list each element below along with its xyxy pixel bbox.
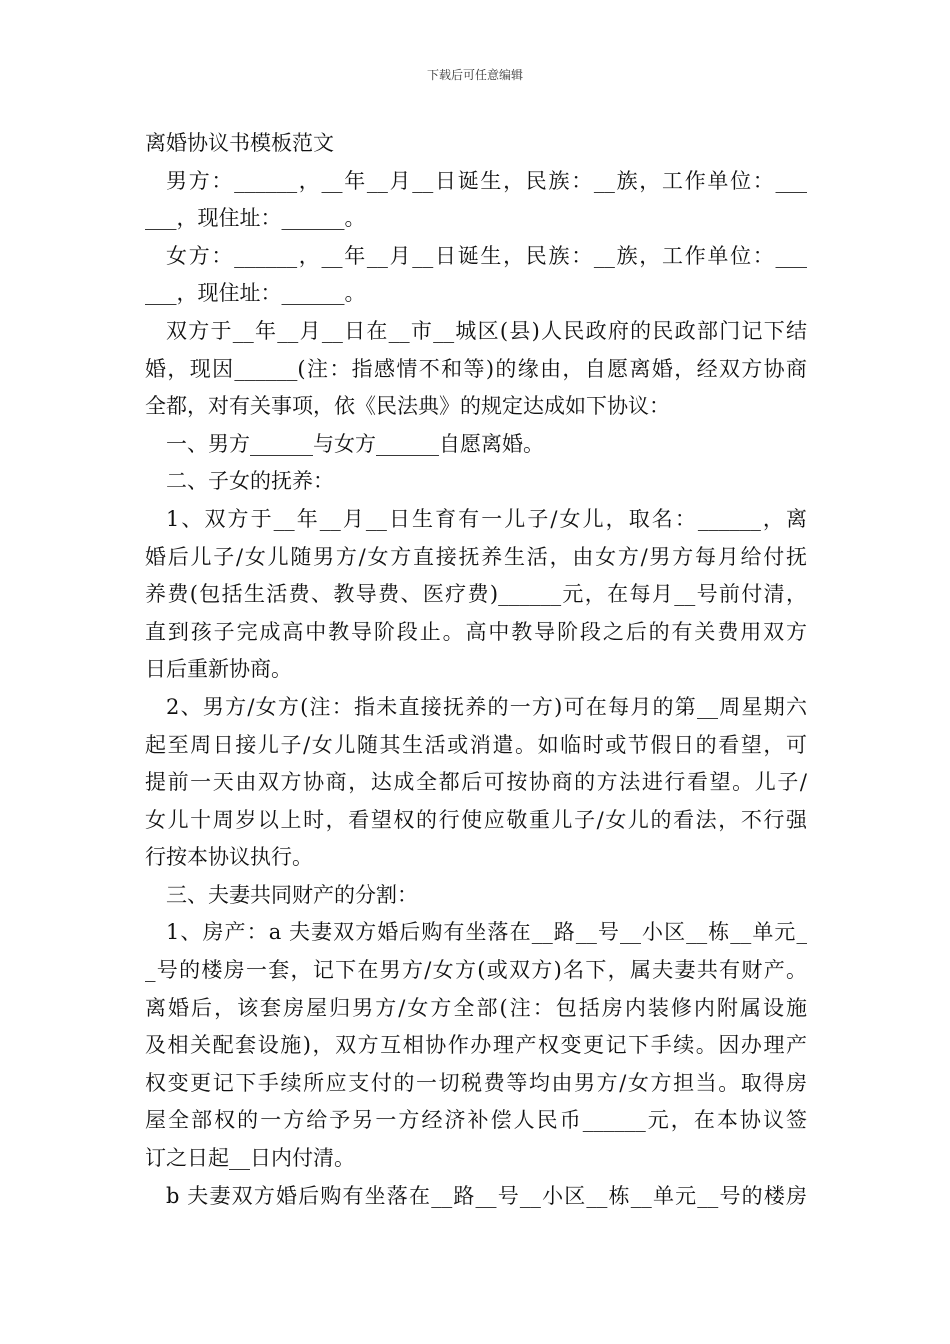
text-line: 女儿十周岁以上时，看望权的行使应敬重儿子/女儿的看法，不行强 [145, 807, 807, 832]
document-title: 离婚协议书模板范文 [145, 131, 334, 155]
text-line: 订之日起__日内付清。 [145, 1146, 355, 1171]
text-line: 婚后儿子/女儿随男方/女方直接抚养生活，由女方/男方每月给付抚 [145, 544, 807, 569]
text-line: 起至周日接儿子/女儿随其生活或消遣。如临时或节假日的看望，可 [145, 732, 807, 757]
section-heading: 一、男方______与女方______自愿离婚。 [166, 431, 544, 456]
text-line: 行按本协议执行。 [145, 845, 313, 870]
section-heading: 三、夫妻共同财产的分割： [166, 882, 418, 907]
text-line: 提前一天由双方协商，达成全都后可按协商的方法进行看望。儿子/ [145, 770, 807, 795]
text-line: ___，现住址：______。 [145, 206, 366, 231]
text-line: 女方：______，__年__月__日诞生，民族：__族，工作单位：___ [166, 243, 807, 268]
text-line: 日后重新协商。 [145, 657, 292, 682]
page-header-note: 下载后可任意编辑 [426, 68, 523, 82]
text-line: 离婚后，该套房屋归男方/女方全部(注：包括房内装修内附属设施 [145, 995, 807, 1020]
text-line: 2、男方/女方(注：指未直接抚养的一方)可在每月的第__周星期六 [166, 694, 807, 719]
text-line: ___，现住址：______。 [145, 281, 366, 306]
text-line: b 夫妻双方婚后购有坐落在__路__号__小区__栋__单元__号的楼房 [166, 1183, 807, 1208]
text-line: 双方于__年__月__日在__市__城区(县)人民政府的民政部门记下结 [166, 318, 807, 343]
text-line: 养费(包括生活费、教导费、医疗费)______元，在每月__号前付清， [145, 582, 807, 607]
text-line: 权变更记下手续所应支付的一切税费等均由男方/女方担当。取得房 [145, 1070, 807, 1095]
text-line: 全都，对有关事项，依《民法典》的规定达成如下协议： [145, 394, 670, 419]
document-body [145, 125, 807, 1215]
text-line: 1、双方于__年__月__日生育有一儿子/女儿，取名：______，离 [166, 506, 807, 531]
text-line: 1、房产：a 夫妻双方婚后购有坐落在__路__号__小区__栋__单元_ [166, 920, 807, 945]
text-line: _号的楼房一套，记下在男方/女方(或双方)名下，属夫妻共有财产。 [145, 958, 807, 983]
text-line: 男方：______，__年__月__日诞生，民族：__族，工作单位：___ [166, 168, 807, 193]
text-line: 屋全部权的一方给予另一方经济补偿人民币______元，在本协议签 [145, 1108, 807, 1133]
section-heading: 二、子女的抚养： [166, 469, 334, 494]
text-line: 直到孩子完成高中教导阶段止。高中教导阶段之后的有关费用双方 [145, 619, 807, 644]
text-line: 及相关配套设施)，双方互相协作办理产权变更记下手续。因办理产 [145, 1033, 807, 1058]
text-line: 婚，现因______(注：指感情不和等)的缘由，自愿离婚，经双方协商 [145, 356, 807, 381]
